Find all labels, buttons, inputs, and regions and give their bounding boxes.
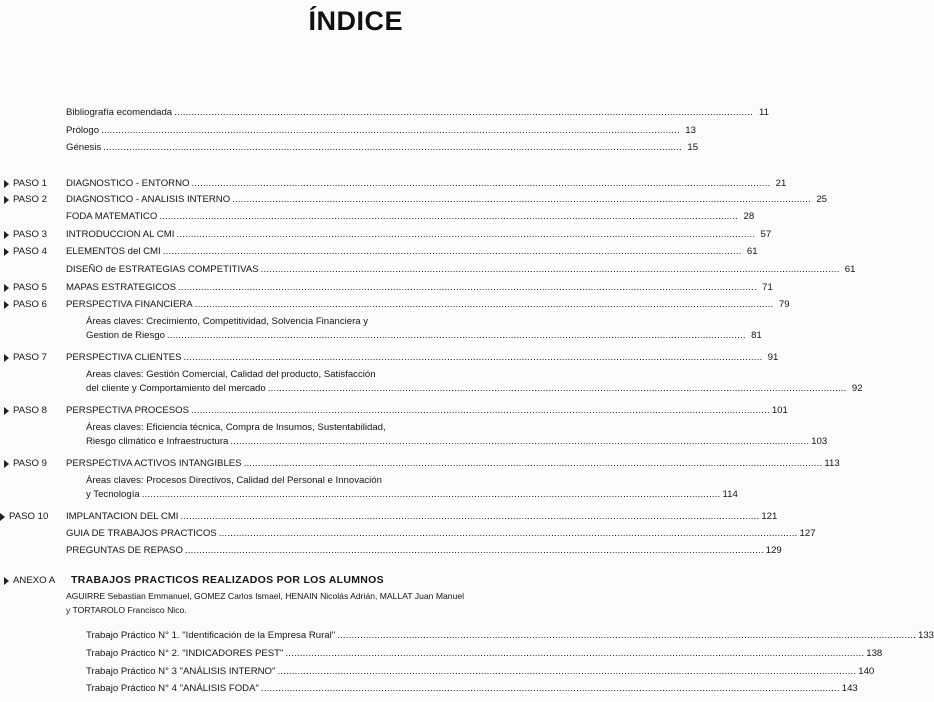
entry-page: 121 (761, 511, 778, 522)
dot-leader (268, 382, 847, 395)
entry-title: y Tecnología (86, 489, 140, 500)
dot-leader (337, 629, 916, 642)
key-areas-clientes (86, 368, 863, 395)
dot-leader (195, 298, 774, 311)
dot-leader (174, 106, 753, 119)
toc-entry-elementos[interactable] (66, 245, 758, 258)
arrow-icon (0, 513, 5, 521)
entry-title: Riesgo climático e Infraestructura (86, 436, 229, 447)
toc-entry-introduccion[interactable] (66, 228, 772, 241)
toc-entry-preguntas[interactable] (66, 544, 782, 557)
toc-entry-genesis[interactable] (66, 141, 699, 154)
toc-entry-bibliografia[interactable] (66, 106, 769, 119)
entry-title: PERSPECTIVA CLIENTES (66, 352, 182, 363)
authors-line: y TORTAROLO Francisco Nico. (66, 605, 187, 615)
toc-entry-diagnostico-entorno[interactable] (66, 177, 787, 190)
entry-page: 140 (858, 666, 875, 677)
toc-entry-foda[interactable] (66, 210, 755, 223)
key-areas-line: Áreas claves: Crecimiento, Competitividad, Solvencia Financiera y (86, 316, 369, 327)
key-areas-line: Áreas claves: Procesos Directivos, Calidad del Personal e Innovación (86, 475, 382, 486)
dot-leader (191, 177, 770, 190)
toc-entry-financiera[interactable] (66, 298, 790, 311)
toc-entry-guia[interactable] (66, 527, 816, 540)
entry-title: DIAGNOSTICO - ENTORNO (66, 178, 190, 189)
entry-page: 92 (851, 383, 863, 394)
toc-entry-mapas[interactable] (66, 281, 773, 294)
toc-entry-implantacion[interactable] (66, 510, 778, 523)
arrow-icon (4, 577, 9, 585)
key-areas-activos (86, 474, 738, 501)
dot-leader (244, 457, 823, 470)
entry-page: 79 (778, 299, 790, 310)
entry-page: 21 (775, 178, 787, 189)
entry-title: del cliente y Comportamiento del mercado (86, 383, 266, 394)
step-label: PASO 4 (13, 246, 47, 257)
key-areas-entry[interactable] (86, 329, 762, 342)
entry-title: PERSPECTIVA PROCESOS (66, 405, 189, 416)
entry-page: 61 (844, 264, 856, 275)
entry-page: 133 (918, 630, 934, 641)
entry-page: 81 (751, 330, 762, 341)
step-label: PASO 2 (13, 194, 47, 205)
dot-leader (178, 281, 757, 294)
entry-title: MAPAS ESTRATEGICOS (66, 282, 176, 293)
entry-title: DIAGNOSTICO - ANALISIS INTERNO (66, 194, 231, 205)
entry-title: PREGUNTAS DE REPASO (66, 545, 183, 556)
key-areas-line: Areas claves: Gestión Comercial, Calidad del producto, Satisfacción (86, 369, 376, 380)
arrow-icon (4, 196, 9, 204)
step-paso-5 (4, 281, 47, 294)
step-anexo-a (4, 574, 55, 587)
step-label: ANEXO A (13, 575, 56, 586)
entry-page: 127 (799, 528, 816, 539)
step-paso-10 (0, 510, 48, 523)
toc-entry-trabajo-1[interactable] (86, 629, 934, 642)
entry-page: 57 (760, 229, 772, 240)
entry-page: 71 (762, 282, 773, 293)
step-label: PASO 3 (13, 229, 47, 240)
entry-title: PERSPECTIVA ACTIVOS INTANGIBLES (66, 458, 242, 469)
entry-page: 103 (811, 436, 828, 447)
arrow-icon (4, 231, 9, 239)
key-areas-entry[interactable] (86, 382, 863, 395)
entry-title: Trabajo Práctico N° 2. "INDICADORES PEST" (86, 648, 284, 659)
dot-leader (184, 351, 763, 364)
step-label: PASO 9 (13, 458, 47, 469)
entry-page: 13 (685, 125, 696, 136)
authors-line: AGUIRRE Sebastian Emmanuel, GOMEZ Carlos Ismael, HENAIN Nicolás Adrián, MALLAT Juan Manuel (66, 591, 465, 601)
annex-authors (66, 589, 465, 617)
arrow-icon (4, 460, 9, 468)
dot-leader (180, 510, 759, 523)
toc-entry-activos[interactable] (66, 457, 840, 470)
entry-title: Prólogo (66, 125, 100, 136)
key-areas-financiera (86, 315, 762, 342)
dot-leader (261, 263, 840, 276)
arrow-icon (4, 248, 9, 256)
step-label: PASO 8 (13, 405, 47, 416)
key-areas-line: Áreas claves: Eficiencia técnica, Compra de Insumos, Sustentabilidad, (86, 422, 386, 433)
toc-entry-prologo[interactable] (66, 124, 696, 137)
arrow-icon (4, 354, 9, 362)
entry-title: Bibliografía ecomendada (66, 107, 173, 118)
entry-page: 114 (722, 489, 738, 500)
dot-leader (142, 488, 721, 501)
entry-title: Gestion de Riesgo (86, 330, 165, 341)
entry-page: 91 (767, 352, 779, 363)
arrow-icon (4, 180, 9, 188)
step-paso-8 (4, 404, 47, 417)
dot-leader (163, 245, 742, 258)
entry-title: FODA MATEMATICO (66, 211, 158, 222)
toc-entry-trabajo-2[interactable] (86, 647, 883, 660)
dot-leader (176, 228, 755, 241)
entry-title: ELEMENTOS del CMI (66, 246, 161, 257)
dot-leader (101, 124, 680, 137)
entry-title: IMPLANTACION DEL CMI (66, 511, 179, 522)
key-areas-entry[interactable] (86, 488, 738, 501)
entry-title: PERSPECTIVA FINANCIERA (66, 299, 193, 310)
step-label: PASO 10 (9, 511, 49, 522)
toc-entry-diagnostico-interno[interactable] (66, 193, 828, 206)
entry-title: Trabajo Práctico N° 4 "ANÁLISIS FODA" (86, 683, 259, 694)
entry-title: DISEÑO de ESTRATEGIAS COMPETITIVAS (66, 264, 259, 275)
step-paso-7 (4, 351, 47, 364)
entry-page: 113 (824, 458, 840, 469)
entry-title: Génesis (66, 142, 102, 153)
entry-title: Trabajo Práctico N° 3 "ANÁLISIS INTERNO" (86, 666, 276, 677)
entry-page: 143 (841, 683, 858, 694)
toc-entry-diseno[interactable] (66, 263, 856, 276)
step-paso-6 (4, 298, 47, 311)
dot-leader (277, 665, 856, 678)
step-paso-2 (4, 193, 47, 206)
entry-page: 138 (866, 648, 883, 659)
step-label: PASO 5 (13, 282, 47, 293)
entry-page: 25 (816, 194, 828, 205)
page-title: ÍNDICE (308, 6, 403, 36)
entry-title: GUIA DE TRABAJOS PRACTICOS (66, 528, 217, 539)
step-paso-1 (4, 177, 47, 190)
arrow-icon (4, 301, 9, 309)
entry-title: Trabajo Práctico N° 1. "Identificación de la Empresa Rural" (86, 630, 336, 641)
dot-leader (261, 682, 840, 695)
step-label: PASO 1 (13, 178, 47, 189)
entry-page: 28 (743, 211, 755, 222)
dot-leader (232, 193, 811, 206)
key-areas-procesos (86, 421, 828, 448)
dot-leader (167, 329, 746, 342)
annex-title: TRABAJOS PRACTICOS REALIZADOS POR LOS ALUMNOS (71, 574, 384, 586)
entry-page: 129 (765, 545, 782, 556)
dot-leader (191, 404, 770, 417)
dot-leader (159, 210, 738, 223)
toc-entry-trabajo-3[interactable] (86, 665, 875, 678)
step-label: PASO 6 (13, 299, 47, 310)
entry-page: 61 (746, 246, 758, 257)
dot-leader (219, 527, 798, 540)
arrow-icon (4, 407, 9, 415)
entry-title: INTRODUCCION AL CMI (66, 229, 175, 240)
toc-entry-trabajo-4[interactable] (86, 682, 858, 695)
dot-leader (103, 141, 682, 154)
key-areas-entry[interactable] (86, 435, 828, 448)
dot-leader (285, 647, 864, 660)
step-paso-3 (4, 228, 47, 241)
arrow-icon (4, 284, 9, 292)
step-paso-4 (4, 245, 47, 258)
step-label: PASO 7 (13, 352, 47, 363)
toc-entry-clientes[interactable] (66, 351, 779, 364)
toc-entry-procesos[interactable] (66, 404, 788, 417)
dot-leader (185, 544, 764, 557)
dot-leader (230, 435, 809, 448)
step-paso-9 (4, 457, 47, 470)
entry-page: 15 (687, 142, 699, 153)
entry-page: 101 (771, 405, 788, 416)
entry-page: 11 (759, 107, 769, 118)
